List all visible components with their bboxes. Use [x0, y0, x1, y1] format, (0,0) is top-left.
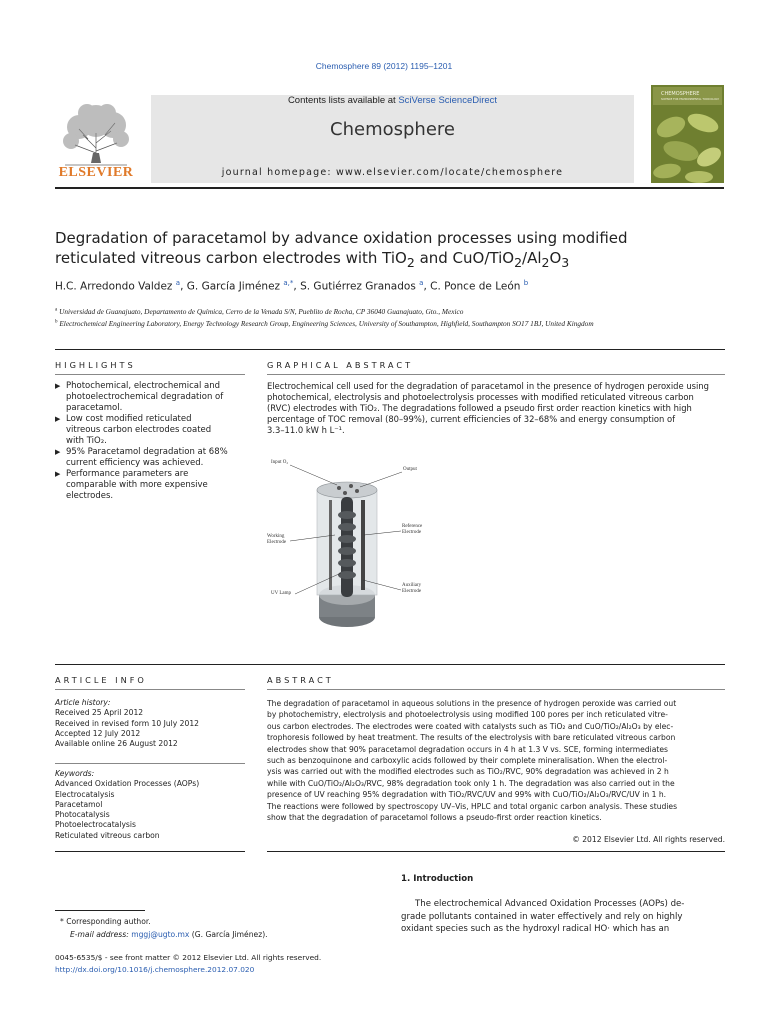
header-rule [55, 187, 724, 189]
abstract-text: The degradation of paracetamol in aqueous solutions in the presence of hydrogen peroxide was carried out by photochemistry, electrolysis and photoelectrolysis using modified 100 pores per inch reticulated vitre- ous carbon electrodes. The electrodes were coated with catalysts such as TiO₂ and CuO/TiO₂/Al₂O₃ by elec- trophoresis followed by heat treatment. The results of the electrolysis with bare reticulated vitreous carbon electrodes show that 90% paracetamol degradation occurs in 4 h at 1.3 V vs. SCE, forming intermediates such as benzoquinone and carboxylic acids followed by their complete mineralisation. When the electrol- ysis was carried out with the modified electrodes such as TiO₂/RVC, 90% degradation was achieved in 2 h while with CuO/TiO₂/Al₂O₃/RVC, 98% degradation took only 1 h. The degradation was also carried out in the presence of UV reaching 95% degradation with TiO₂/RVC/UV and 99% with CuO/TiO₂/Al₂O₃/RVC/UV in 1 h. The reactions were followed by spectroscopy UV–Vis, HPLC and total organic carbon analysis. These studies show that the degradation of paracetamol follows a pseudo-first order reaction kinetics. [267, 699, 678, 823]
keyword: Paracetamol [55, 799, 103, 809]
section-rule-2 [55, 664, 725, 665]
section-rule [55, 349, 725, 350]
keyword: Electrocatalysis [55, 789, 115, 799]
keyword: Photocatalysis [55, 810, 110, 820]
introduction-text: The electrochemical Advanced Oxidation Processes (AOPs) de- grade pollutants contained in water effectively and rely on highly oxidant species such as the hydroxyl radical HO· which has an [401, 899, 685, 934]
article-info-heading: ARTICLE INFO [55, 675, 147, 685]
author-4[interactable]: C. Ponce de León [430, 280, 521, 293]
abstract-copyright: © 2012 Elsevier Ltd. All rights reserved. [572, 835, 725, 844]
issn-line: 0045-6535/$ - see front matter © 2012 Elsevier Ltd. All rights reserved. [55, 953, 322, 962]
keyword: Photoelectrocatalysis [55, 820, 136, 830]
abstract-rule [267, 689, 725, 690]
title-line-2: reticulated vitreous carbon electrodes with TiO$_2$ and CuO/$TiO_2/Al_2O_3$ [55, 249, 570, 270]
affiliation-b: $^b$ Electrochemical Engineering Laboratory, Energy Technology Research Group, Engineering Sciences, University of Southampton, Highfield, Southampton SO17 1BJ, United Kingdom [55, 319, 594, 328]
graphical-abstract-text: Electrochemical cell used for the degradation of paracetamol in the presence of hydrogen peroxide using photochemical, electrolysis and photoelectrolysis processes with modified reticulated vitreous carbon (RVC) electrodes with TiO₂. The degradations followed a pseudo first order reaction kinetics with high percentage of TOC removal (80–99%), current efficiencies of 32–68% and energy consumption of 3.3–11.0 kW h L⁻¹. [267, 381, 709, 435]
highlight-item: ▶ Photochemical, electrochemical and photoelectrochemical degradation of paracetamol. [55, 381, 240, 414]
graphical-abstract-heading: GRAPHICAL ABSTRACT [267, 360, 414, 370]
cover-title: CHEMOSPHERE [661, 91, 700, 97]
figure-label-uv-lamp: UV Lamp [271, 591, 292, 596]
electrochemical-cell-figure [265, 455, 430, 645]
author-3[interactable]: S. Gutiérrez Granados [300, 280, 416, 293]
figure-label-auxiliary-electrode: Auxiliary Electrode [402, 583, 422, 594]
sciencedirect-link[interactable]: SciVerse ScienceDirect [398, 95, 498, 106]
journal-header-box [151, 95, 634, 183]
graphical-abstract-rule [267, 374, 725, 375]
article-history: Article history: Received 25 April 2012 Received in revised form 10 July 2012 Accepted 12 July 2012 Available online 26 August 2012 [55, 698, 199, 749]
highlights-heading: HIGHLIGHTS [55, 360, 136, 370]
cover-subtitle: SCIENCE FOR ENVIRONMENTAL TOXICOLOGY [661, 98, 720, 101]
author-list: H.C. Arredondo Valdez $^a$, G. García Jiménez $^{a,*}$, S. Gutiérrez Granados $^a$, C. Ponce de León $^b$ [55, 279, 529, 293]
author-2[interactable]: G. García Jiménez [186, 280, 281, 293]
author-1[interactable]: H.C. Arredondo Valdez [55, 280, 173, 293]
keywords-list: Keywords: Advanced Oxidation Processes (AOPs) Electrocatalysis Paracetamol Photocatalysis Photoelectrocatalysis Reticulated vitreous carbon [55, 769, 245, 841]
journal-homepage[interactable]: journal homepage: www.elsevier.com/locate/chemosphere [221, 167, 564, 178]
journal-cover-image [651, 85, 724, 183]
keywords-rule [55, 763, 245, 764]
contents-line [151, 95, 634, 106]
figure-label-reference-electrode: Reference Electrode [402, 524, 423, 535]
highlight-item: ▶ Low cost modified reticulated vitreous carbon electrodes coated with TiO₂. [55, 414, 240, 447]
highlight-item: ▶ Performance parameters are comparable with more expensive electrodes. [55, 469, 240, 502]
figure-label-input: Input O₂ [271, 460, 289, 465]
highlight-item: ▶ 95% Paracetamol degradation at 68% current efficiency was achieved. [55, 447, 240, 469]
affiliation-a: $^a$ Universidad de Guanajuato, Departamento de Química, Cerro de la Venada S/N, Pueblito de Rocha, CP 36040 Guanajuato, Gto., Mexico [55, 307, 464, 316]
corresponding-author-note: * Corresponding author. [60, 917, 151, 926]
journal-citation[interactable]: Chemosphere 89 (2012) 1195–1201 [315, 61, 453, 71]
article-info-rule [55, 689, 245, 690]
title-line-1: Degradation of paracetamol by advance oxidation processes using modified [55, 229, 628, 247]
author-email-link[interactable]: mggj@ugto.mx [131, 930, 190, 939]
contents-prefix: Contents lists available at [287, 95, 399, 106]
highlights-rule [55, 374, 245, 375]
article-info-bottom-rule [55, 851, 245, 852]
abstract-bottom-rule [267, 851, 725, 852]
paper-title [55, 228, 724, 273]
figure-label-working-electrode: Working Electrode [267, 534, 287, 545]
highlights-list [55, 381, 240, 502]
footnote-rule [55, 910, 145, 911]
abstract-heading: ABSTRACT [267, 675, 334, 685]
keyword: Advanced Oxidation Processes (AOPs) [55, 779, 200, 789]
keyword: Reticulated vitreous carbon [55, 830, 160, 840]
journal-title: Chemosphere [330, 119, 455, 140]
doi-link[interactable]: http://dx.doi.org/10.1016/j.chemosphere.2012.07.020 [55, 965, 255, 974]
introduction-heading: 1. Introduction [401, 874, 474, 884]
elsevier-wordmark: ELSEVIER [58, 165, 134, 180]
email-footnote: E-mail address: mggj@ugto.mx (G. García Jiménez). [70, 930, 268, 939]
figure-label-output: Output [403, 467, 417, 472]
